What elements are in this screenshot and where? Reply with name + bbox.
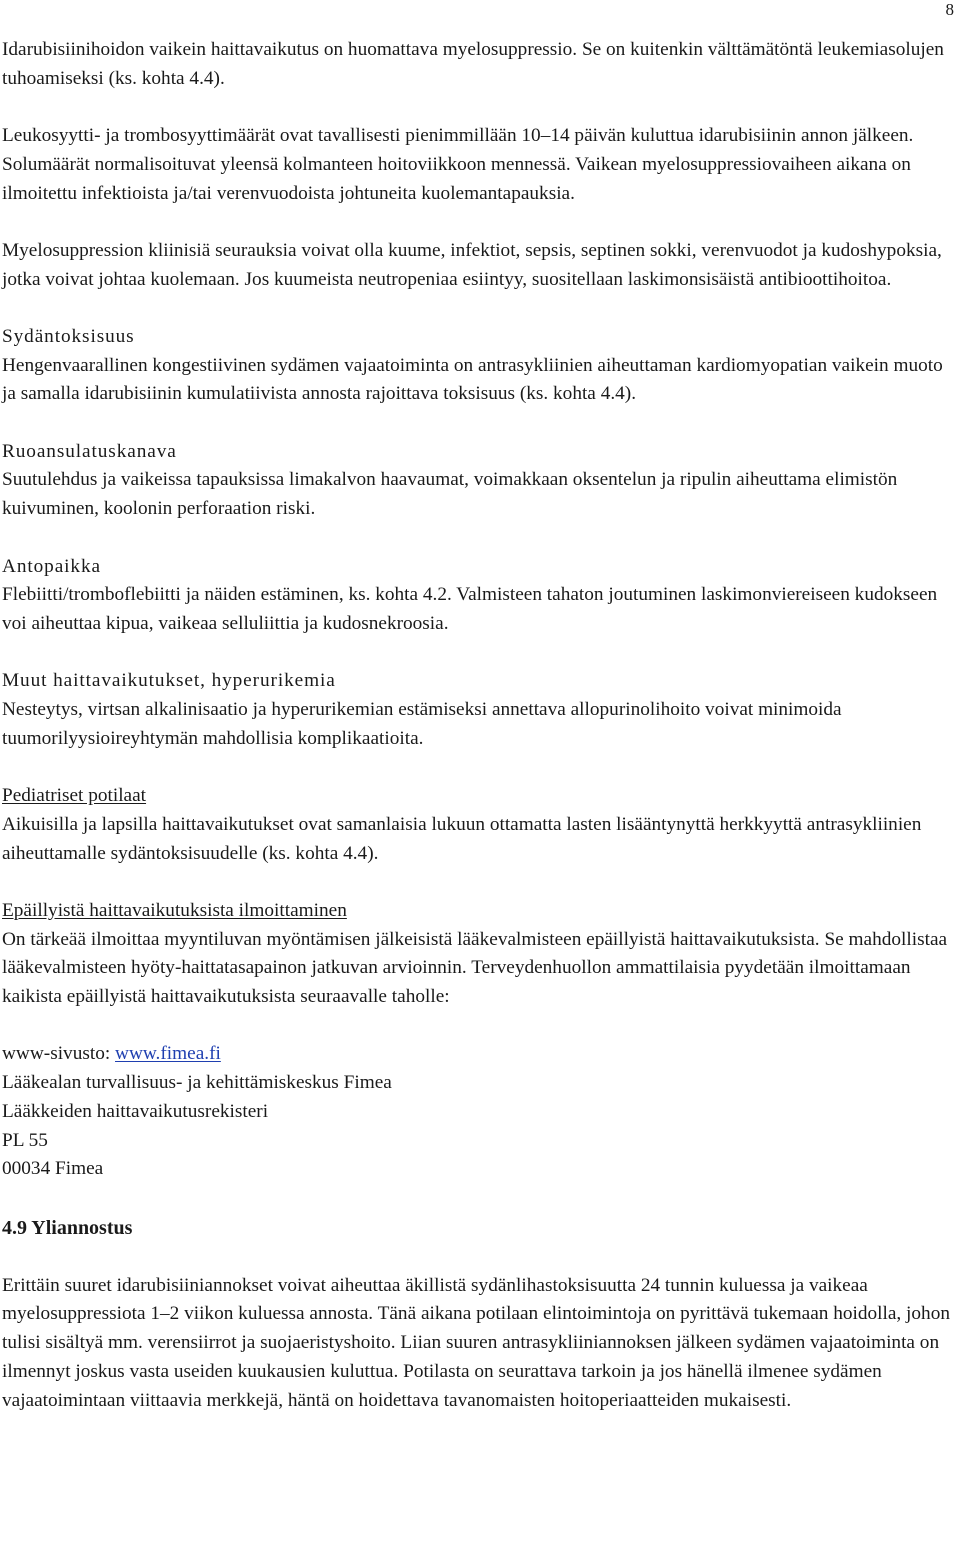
contact-line-3: PL 55 <box>2 1129 48 1151</box>
section-body-other: Nesteytys, virtsan alkalinisaatio ja hyperurikemian estämiseksi annettava allopurinolihoito voivat minimoida tuumorilyysioireyhtymän mahdollisia komplikaatioita. <box>2 699 842 749</box>
section-body-reporting: On tärkeää ilmoittaa myyntiluvan myöntämisen jälkeisistä lääkevalmisteen epäillyistä haittavaikutuksista. Se mahdollistaa lääkevalmisteen hyöty-haittatasapainon jatkuvan arvioinnin. Terveydenhuollon ammattilaisia pyydetään ilmoittamaan kaikista epäillyistä haittavaikutuksista seuraavalle taholle: <box>2 928 948 1008</box>
section-body-site: Flebiitti/tromboflebiitti ja näiden estäminen, ks. kohta 4.2. Valmisteen tahaton joutuminen laskimonviereiseen kudokseen voi aiheuttaa kipua, vaikeaa selluliittia ja kudosnekroosia. <box>2 584 938 634</box>
section-heading-reporting: Epäillyistä haittavaikutuksista ilmoittaminen <box>2 899 347 921</box>
section-heading-pediatric: Pediatriset potilaat <box>2 785 147 807</box>
contact-line-1: Lääkealan turvallisuus- ja kehittämiskeskus Fimea <box>2 1072 392 1094</box>
fimea-link[interactable]: www.fimea.fi <box>115 1043 221 1065</box>
contact-line-2: Lääkkeiden haittavaikutusrekisteri <box>2 1100 269 1122</box>
intro-paragraph-2: Leukosyytti- ja trombosyyttimäärät ovat tavallisesti pienimmillään 10–14 päivän kuluttua idarubisiinin annon jälkeen. Solumäärät normalisoituvat yleensä kolmanteen hoitoviikkoon mennessä. Vaikean myelosuppressiovaiheen aikana on ilmoitettu infektioista ja/tai verenvuodoista johtuneita kuolemantapauksia. <box>2 125 914 204</box>
section-body-pediatric: Aikuisilla ja lapsilla haittavaikutukset ovat samanlaisia lukuun ottamatta lasten lisääntynyttä herkkyyttä antrasykliinien aiheuttamalle sydäntoksisuudelle (ks. kohta 4.4). <box>2 813 922 864</box>
page-number: 8 <box>945 0 954 19</box>
intro-paragraph-3: Myelosuppression kliinisiä seurauksia voivat olla kuume, infektiot, sepsis, septinen sokki, verenvuodot ja kudoshypoksia, jotka voivat johtaa kuolemaan. Jos kuumeista neutropeniaa esiintyy, suositellaan laskimonsisäistä antibioottihoitoa. <box>2 239 942 290</box>
section-heading-site: Antopaikka <box>2 555 101 577</box>
document-content <box>2 36 958 1415</box>
section-heading-gi: Ruoansulatuskanava <box>2 440 177 462</box>
overdose-heading: 4.9 Yliannostus <box>2 1216 133 1239</box>
overdose-body: Erittäin suuret idarubisiiniannokset voivat aiheuttaa äkillistä sydänlihastoksisuutta 24 tunnin kuluessa ja vaikeaa myelosuppressiota 1–2 viikon kuluessa annosta. Tänä aikana potilaan elintoimintoja on pyrittävä tukemaan hoidolla, johon tulisi sisältyä mm. verensiirrot ja suojaeristyshoito. Liian suuren antrasykliiniannoksen jälkeen sydämen vajaatoiminta on ilmennyt joskus vasta useiden kuukausien kuluttua. Potilasta on seurattava tarkoin ja jos hänellä ilmenee sydämen vajaatoimintaan viittaavia merkkejä, häntä on hoidettava tavanomaisten hoitoperiaatteiden mukaisesti. <box>2 1274 950 1411</box>
section-heading-cardiac: Sydäntoksisuus <box>2 325 135 347</box>
intro-paragraph-1: Idarubisiinihoidon vaikein haittavaikutus on huomattava myelosuppressio. Se on kuitenkin välttämätöntä leukemiasolujen tuhoamiseksi (ks. kohta 4.4). <box>2 39 944 89</box>
section-heading-other: Muut haittavaikutukset, hyperurikemia <box>2 670 336 692</box>
contact-web-label: www-sivusto: <box>2 1043 116 1065</box>
contact-web <box>2 1040 958 1069</box>
contact-line-4: 00034 Fimea <box>2 1158 104 1180</box>
section-body-gi: Suutulehdus ja vaikeissa tapauksissa limakalvon haavaumat, voimakkaan oksentelun ja ripulin aiheuttama elimistön kuivuminen, koolonin perforaation riski. <box>2 469 898 520</box>
section-body-cardiac: Hengenvaarallinen kongestiivinen sydämen vajaatoiminta on antrasykliinien aiheuttaman kardiomyopatian vaikein muoto ja samalla idarubisiinin kumulatiivista annosta rajoittava toksisuus (ks. kohta 4.4). <box>2 354 943 405</box>
